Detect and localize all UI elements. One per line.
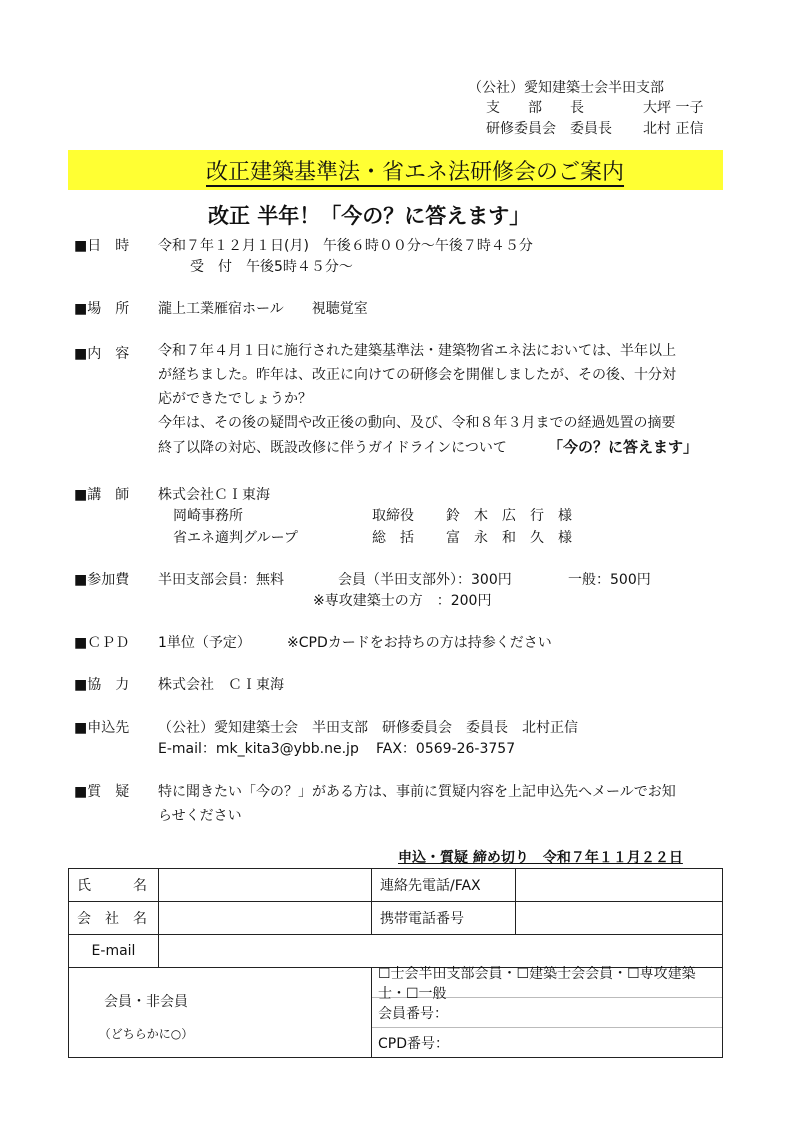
subtitle: 改正 半年！「今の？に答えます」 bbox=[208, 204, 531, 228]
fee-member: 会員（半田支部外）：300円 bbox=[338, 572, 512, 588]
lecturer-title: 総 括 bbox=[372, 530, 414, 546]
content-line: が経ちました。昨年は、改正に向けての研修会を開催しましたが、その後、十分対 bbox=[158, 367, 676, 383]
venue-label: ■場 所 bbox=[74, 301, 130, 317]
lecturer-title: 取締役 bbox=[372, 508, 414, 524]
content-line: 終了以降の対応、既設改修に伴うガイドラインについて bbox=[158, 440, 507, 456]
name-label: 氏 名 bbox=[69, 869, 159, 902]
name-field[interactable] bbox=[159, 869, 372, 902]
lecturer-dept: 省エネ適判グループ bbox=[173, 530, 298, 546]
reception-time: 受 付 午後5時４５分～ bbox=[190, 259, 353, 275]
committee-head-role: 研修委員会 委員長 bbox=[486, 121, 612, 137]
venue-text: 瀧上工業雁宿ホール 視聴覚室 bbox=[158, 301, 368, 317]
page-title: 改正建築基準法・省エネ法研修会のご案内 bbox=[206, 160, 625, 185]
questions-text: らせください bbox=[158, 808, 242, 824]
cpd-units: 1単位（予定） bbox=[158, 635, 251, 651]
questions-label: ■質 疑 bbox=[74, 784, 130, 800]
org-name: （公社）愛知建築士会半田支部 bbox=[468, 80, 664, 96]
lecturer-label: ■講 師 bbox=[74, 487, 130, 503]
cpd-label: ■ＣＰＤ bbox=[74, 635, 130, 651]
datetime-text: 令和７年１２月１日(月) 午後６時００分～午後７時４５分 bbox=[158, 238, 533, 254]
fee-general: 一般：500円 bbox=[568, 572, 651, 588]
application-form bbox=[68, 868, 723, 1058]
lecturer-company: 株式会社ＣＩ東海 bbox=[158, 487, 270, 503]
member-options[interactable]: ☐士会半田支部会員・☐建築士会会員・☐専攻建築士・☐一般 bbox=[372, 968, 722, 998]
content-line: 令和７年４月１日に施行された建築基準法・建築物省エネ法においては、半年以上 bbox=[158, 343, 676, 359]
company-label: 会 社 名 bbox=[69, 902, 159, 935]
contact-field[interactable] bbox=[516, 869, 723, 902]
apply-email: E-mail：mk_kita3@ybb.ne.jp bbox=[158, 741, 359, 757]
company-field[interactable] bbox=[159, 902, 372, 935]
mobile-field[interactable] bbox=[516, 902, 723, 935]
email-label: E-mail bbox=[69, 935, 159, 968]
content-line: 応ができたでしょうか？ bbox=[158, 391, 312, 407]
content-label: ■内 容 bbox=[74, 346, 130, 362]
fee-label: ■参加費 bbox=[74, 572, 130, 588]
apply-fax: FAX：0569-26-3757 bbox=[376, 741, 516, 757]
lecturer-name: 富 永 和 久 様 bbox=[446, 530, 572, 546]
committee-head-name: 北村 正信 bbox=[643, 121, 704, 137]
deadline: 申込・質疑 締め切り 令和７年１１月２２日 bbox=[398, 850, 683, 866]
fee-specialist: ※専攻建築士の方 ：200円 bbox=[313, 593, 492, 609]
member-status-cell bbox=[69, 968, 372, 1058]
questions-text: 特に聞きたい「今の？」がある方は、事前に質疑内容を上記申込先へメールでお知 bbox=[158, 784, 676, 800]
contact-label: 連絡先電話/FAX bbox=[372, 869, 516, 902]
cooperation-label: ■協 力 bbox=[74, 677, 130, 693]
branch-head-role: 支 部 長 bbox=[486, 100, 584, 116]
apply-label: ■申込先 bbox=[74, 720, 130, 736]
lecturer-dept: 岡崎事務所 bbox=[173, 508, 243, 524]
fee-branch: 半田支部会員：無料 bbox=[158, 572, 284, 588]
mobile-label: 携帯電話番号 bbox=[372, 902, 516, 935]
apply-address: （公社）愛知建築士会 半田支部 研修委員会 委員長 北村正信 bbox=[158, 720, 578, 736]
datetime-label: ■日 時 bbox=[74, 238, 130, 254]
cpd-note: ※CPDカードをお持ちの方は持参ください bbox=[287, 635, 552, 651]
member-number-field[interactable]: 会員番号： bbox=[372, 998, 722, 1028]
member-details-cell bbox=[372, 965, 723, 1058]
content-line: 今年は、その後の疑問や改正後の動向、及び、令和８年３月までの経過処置の摘要 bbox=[158, 415, 676, 431]
member-label: 会員・非会員 bbox=[104, 994, 188, 1010]
cooperation-text: 株式会社 ＣＩ東海 bbox=[158, 677, 284, 693]
content-emphasis: 「今の？に答えます」 bbox=[548, 438, 699, 456]
branch-head-name: 大坪 一子 bbox=[643, 100, 704, 116]
lecturer-name: 鈴 木 広 行 様 bbox=[446, 508, 572, 524]
title-banner bbox=[68, 150, 723, 190]
cpd-number-field[interactable]: CPD番号： bbox=[378, 1035, 449, 1052]
member-hint: （どちらかに○） bbox=[98, 1027, 194, 1041]
